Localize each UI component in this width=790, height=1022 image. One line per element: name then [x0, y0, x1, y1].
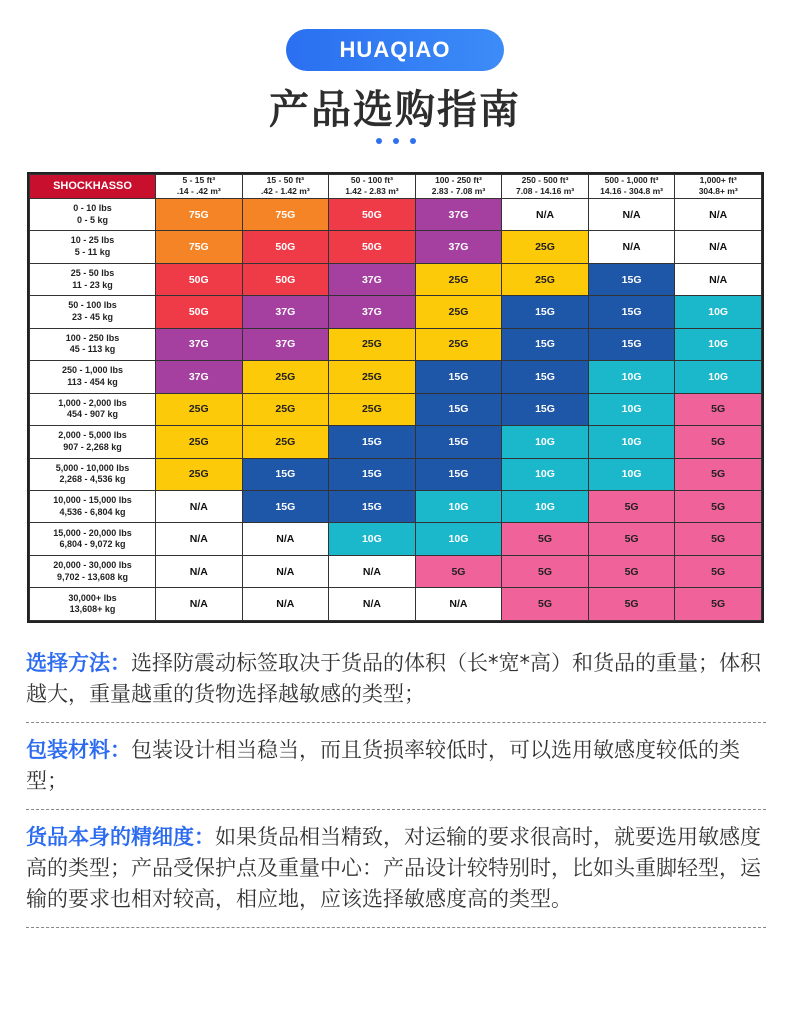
table-cell: 5G [675, 426, 762, 458]
column-header [502, 175, 589, 199]
table-cell: 5G [502, 588, 589, 621]
table-cell: 10G [588, 458, 675, 490]
note-product-fineness [26, 822, 766, 915]
row-header [30, 296, 156, 328]
table-cell: 25G [242, 426, 329, 458]
table-cell: 25G [329, 393, 416, 425]
dashed-divider [26, 809, 766, 810]
column-header-line: 250 - 500 ft³ [521, 175, 569, 185]
table-header-row [30, 175, 762, 199]
column-header-line: 14.16 - 304.8 m³ [600, 186, 664, 197]
table-row [30, 328, 762, 360]
column-header [156, 175, 243, 199]
table-cell: 25G [242, 393, 329, 425]
table-cell: N/A [156, 588, 243, 621]
table-row [30, 296, 762, 328]
row-header-line: 5 - 11 kg [74, 247, 111, 258]
table-cell: N/A [242, 523, 329, 555]
table-row [30, 426, 762, 458]
table-cell: 50G [156, 296, 243, 328]
column-header [329, 175, 416, 199]
row-header [30, 231, 156, 263]
table-row [30, 198, 762, 230]
row-header [30, 523, 156, 555]
table-cell: N/A [415, 588, 502, 621]
row-header-line: 25 - 50 lbs [70, 267, 115, 278]
table-row [30, 491, 762, 523]
table-cell: 25G [415, 263, 502, 295]
column-header-line: 5 - 15 ft³ [182, 175, 216, 185]
table-cell: 5G [675, 491, 762, 523]
table-cell: 10G [675, 361, 762, 393]
table-cell: 10G [588, 426, 675, 458]
table-cell: 5G [675, 523, 762, 555]
table-row [30, 393, 762, 425]
table-cell: 15G [502, 296, 589, 328]
table-cell: N/A [329, 555, 416, 587]
row-header-line: 6,804 - 9,072 kg [59, 539, 126, 550]
table-cell: 25G [156, 458, 243, 490]
table-row [30, 263, 762, 295]
row-header [30, 263, 156, 295]
column-header-line: 500 - 1,000 ft³ [604, 175, 659, 185]
table-cell: 37G [242, 328, 329, 360]
table-cell: 15G [415, 361, 502, 393]
column-header-line: 1.42 - 2.83 m³ [345, 186, 399, 197]
table-cell: 50G [329, 231, 416, 263]
table-cell: 10G [588, 393, 675, 425]
title-dots-decoration [376, 138, 416, 146]
table-cell: 15G [502, 328, 589, 360]
row-header-line: 10,000 - 15,000 lbs [53, 495, 132, 506]
table-cell: 25G [415, 296, 502, 328]
table-cell: 25G [415, 328, 502, 360]
table-cell: 15G [242, 458, 329, 490]
row-header [30, 588, 156, 621]
table-cell: 5G [588, 555, 675, 587]
table-cell: 75G [242, 198, 329, 230]
column-header [675, 175, 762, 199]
row-header [30, 198, 156, 230]
row-header-line: 5,000 - 10,000 lbs [55, 462, 130, 473]
table-cell: 50G [242, 231, 329, 263]
table-cell: 10G [675, 296, 762, 328]
table-cell: 50G [156, 263, 243, 295]
column-header-line: .42 - 1.42 m³ [261, 186, 310, 197]
table-cell: N/A [242, 588, 329, 621]
table-cell: 5G [675, 588, 762, 621]
table-cell: N/A [156, 491, 243, 523]
row-header-line: 45 - 113 kg [69, 344, 116, 355]
table-cell: N/A [156, 523, 243, 555]
table-cell: 5G [502, 555, 589, 587]
table-cell: 15G [502, 361, 589, 393]
table-cell: 15G [415, 458, 502, 490]
note-selection-method [26, 648, 766, 710]
table-cell: 37G [415, 198, 502, 230]
table-row [30, 361, 762, 393]
table-cell: 25G [329, 328, 416, 360]
table-cell: 10G [415, 491, 502, 523]
column-header-line: 1,000+ ft³ [699, 175, 737, 185]
row-header [30, 426, 156, 458]
row-header-line: 0 - 10 lbs [73, 202, 112, 213]
table-cell: 37G [156, 361, 243, 393]
row-header [30, 328, 156, 360]
column-header-line: 2.83 - 7.08 m³ [431, 186, 486, 197]
row-header [30, 393, 156, 425]
note-text: 如果货品相当精致，对运输的要求很高时，就要选用敏感度高的类型；产品受保护点及重量中心：产品设计较特别时，比如头重脚轻型，运输的要求也相对较高，相应地，应该选择敏感度高的类型。 [26, 825, 761, 911]
table-cell: 5G [415, 555, 502, 587]
table-cell: 15G [588, 263, 675, 295]
row-header-line: 454 - 907 kg [66, 409, 119, 420]
note-text: 包装设计相当稳当，而且货损率较低时，可以选用敏感度较低的类型； [26, 738, 740, 793]
row-header-line: 4,536 - 6,804 kg [59, 506, 126, 517]
table-row [30, 231, 762, 263]
row-header-line: 9,702 - 13,608 kg [56, 571, 129, 582]
row-header-line: 11 - 23 kg [72, 279, 113, 290]
dot-icon [376, 138, 382, 144]
notes-section [26, 648, 766, 940]
table-row [30, 555, 762, 587]
table-cell: N/A [329, 588, 416, 621]
table-cell: 5G [588, 523, 675, 555]
column-header-line: 100 - 250 ft³ [435, 175, 482, 185]
table-cell: 15G [242, 491, 329, 523]
table-cell: N/A [675, 263, 762, 295]
table-cell: 10G [502, 491, 589, 523]
row-header-line: 1,000 - 2,000 lbs [58, 397, 127, 408]
column-header [242, 175, 329, 199]
table-cell: N/A [502, 198, 589, 230]
table-cell: N/A [675, 231, 762, 263]
column-header-line: .14 - .42 m³ [176, 186, 221, 197]
row-header [30, 555, 156, 587]
table-cell: 25G [329, 361, 416, 393]
table-cell: 25G [502, 263, 589, 295]
table-cell: 25G [502, 231, 589, 263]
table-cell: 15G [329, 458, 416, 490]
table-cell: 5G [675, 393, 762, 425]
note-packaging-material [26, 735, 766, 797]
table-cell: 37G [415, 231, 502, 263]
table-cell: 5G [502, 523, 589, 555]
column-header-line: 7.08 - 14.16 m³ [515, 186, 575, 197]
table-cell: 5G [588, 491, 675, 523]
row-header-line: 2,000 - 5,000 lbs [58, 430, 127, 441]
column-header-line: 50 - 100 ft³ [350, 175, 393, 185]
row-header [30, 491, 156, 523]
row-header-line: 113 - 454 kg [67, 376, 118, 387]
note-text: 选择防震动标签取决于货品的体积（长*宽*高）和货品的重量；体积越大，重量越重的货物选择越敏感的类型； [26, 651, 761, 706]
column-header [415, 175, 502, 199]
row-header [30, 458, 156, 490]
table-cell: 10G [502, 458, 589, 490]
table-cell: N/A [242, 555, 329, 587]
table-cell: 5G [588, 588, 675, 621]
table-cell: 37G [329, 263, 416, 295]
table-cell: N/A [588, 198, 675, 230]
dashed-divider [26, 722, 766, 723]
table-cell: 75G [156, 231, 243, 263]
table-cell: 50G [242, 263, 329, 295]
table-cell: N/A [588, 231, 675, 263]
table-cell: 15G [415, 393, 502, 425]
column-header [588, 175, 675, 199]
brand-badge [286, 29, 504, 71]
table-cell: 5G [675, 555, 762, 587]
row-header-line: 907 - 2,268 kg [63, 441, 122, 452]
table-cell: 50G [329, 198, 416, 230]
table-cell: 10G [675, 328, 762, 360]
table-cell: 75G [156, 198, 243, 230]
row-header-line: 2,268 - 4,536 kg [59, 474, 126, 485]
row-header-line: 0 - 5 kg [76, 214, 108, 225]
table-cell: 37G [156, 328, 243, 360]
table-cell: 15G [588, 328, 675, 360]
table-cell: 25G [156, 426, 243, 458]
corner-label: SHOCKHASSO [30, 175, 156, 199]
table-cell: 37G [242, 296, 329, 328]
table-cell: 15G [329, 426, 416, 458]
note-label: 货品本身的精细度： [26, 825, 215, 849]
brand-name: HUAQIAO [339, 37, 451, 62]
row-header-line: 20,000 - 30,000 lbs [53, 559, 132, 570]
page-title: 产品选购指南 [269, 87, 521, 133]
shock-indicator-table [27, 172, 764, 623]
row-header-line: 50 - 100 lbs [68, 300, 117, 311]
row-header-line: 250 - 1,000 lbs [61, 365, 124, 376]
row-header [30, 361, 156, 393]
column-header-line: 15 - 50 ft³ [266, 175, 304, 185]
column-header-line: 304.8+ m³ [698, 186, 738, 197]
table-cell: N/A [675, 198, 762, 230]
table-cell: N/A [156, 555, 243, 587]
row-header-line: 30,000+ lbs [68, 592, 117, 603]
table-cell: 10G [415, 523, 502, 555]
dot-icon [410, 138, 416, 144]
row-header-line: 13,608+ kg [69, 604, 116, 615]
table-cell: 25G [242, 361, 329, 393]
dashed-divider [26, 927, 766, 928]
row-header-line: 23 - 45 kg [71, 312, 114, 323]
selection-grid [29, 174, 762, 621]
table-cell: 10G [502, 426, 589, 458]
table-cell: 10G [329, 523, 416, 555]
table-cell: 37G [329, 296, 416, 328]
table-cell: 15G [415, 426, 502, 458]
row-header-line: 100 - 250 lbs [65, 332, 120, 343]
table-cell: 15G [329, 491, 416, 523]
table-cell: 15G [502, 393, 589, 425]
table-cell: 10G [588, 361, 675, 393]
table-row [30, 588, 762, 621]
table-cell: 5G [675, 458, 762, 490]
note-label: 包装材料： [26, 738, 131, 762]
table-cell: 25G [156, 393, 243, 425]
note-label: 选择方法： [26, 651, 131, 675]
table-row [30, 523, 762, 555]
row-header-line: 15,000 - 20,000 lbs [53, 527, 132, 538]
row-header-line: 10 - 25 lbs [70, 235, 115, 246]
dot-icon [393, 138, 399, 144]
table-row [30, 458, 762, 490]
table-cell: 15G [588, 296, 675, 328]
